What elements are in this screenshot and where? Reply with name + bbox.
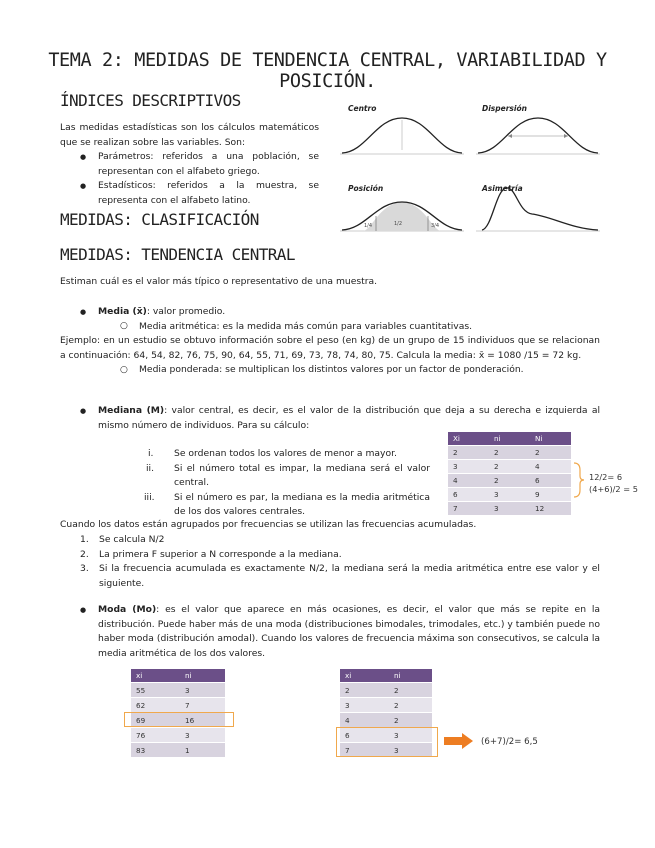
mediana-table-wrap	[448, 432, 571, 516]
table-cell: 2	[489, 460, 530, 474]
table-header-cell: xi	[131, 669, 180, 683]
step-number: 3.	[80, 563, 89, 574]
table-header-cell: Xi	[448, 432, 489, 446]
mediana-term: Mediana (M)	[98, 405, 165, 416]
table-cell: 3	[448, 460, 489, 474]
table-header-cell: ni	[489, 432, 530, 446]
roman-number: iii.	[144, 491, 155, 503]
table-cell: 1	[180, 743, 225, 758]
table-cell: 9	[530, 488, 571, 502]
table-cell: 55	[131, 683, 180, 698]
media-aritmetica: ○ Media aritmética: es la medida más común para variables cuantitativas.	[60, 320, 600, 335]
moda-result: (6+7)/2= 6,5	[481, 737, 538, 747]
figure-mark-q2: 1/2	[394, 221, 403, 227]
list-item	[60, 533, 600, 548]
mediana-definition: : valor central, es decir, es el valor de la distribución que deja a su derecha e izquierda al mismo número de individuos. Para su cálculo:	[98, 405, 601, 431]
table-row	[340, 683, 432, 698]
table-cell: 83	[131, 743, 180, 758]
table-cell: 6	[340, 728, 389, 743]
table-cell: 3	[489, 502, 530, 516]
table-row	[448, 460, 571, 474]
table-cell: 2	[448, 446, 489, 460]
distributions-illustration	[336, 96, 604, 236]
table-row	[340, 713, 432, 728]
figure-mark-q3: 3/4	[431, 223, 440, 229]
table-cell: 16	[180, 713, 225, 728]
media-block	[60, 305, 600, 378]
moda-definition: : es el valor que aparece en más ocasiones, es decir, el valor que más se repite en la distribución. Puede haber más de una moda (distribuciones bimodales, trimodales, etc.) y también puede no haber moda (distribución amodal). Cuando los valores de frecuencia máxima son consecutivos, se calcula la media aritmética de los dos valores.	[98, 604, 600, 659]
tendencia-intro: Estiman cuál es el valor más típico o representativo de una muestra.	[60, 276, 378, 287]
table-row	[448, 502, 571, 516]
table-cell: 4	[340, 713, 389, 728]
roman-text: Si el número es par, la mediana es la media aritmética de los dos valores centrales.	[174, 491, 430, 517]
table-row	[131, 683, 225, 698]
roman-number: i.	[148, 448, 154, 459]
mediana-block	[60, 404, 600, 433]
figure-label-dispersion: Dispersión	[482, 104, 527, 113]
step-number: 2.	[80, 548, 89, 560]
table-header-cell: Ni	[530, 432, 571, 446]
step-text: La primera F superior a N corresponde a la mediana.	[99, 548, 342, 560]
heading-indices-descriptivos: ÍNDICES DESCRIPTIVOS	[60, 91, 241, 110]
agrupados-steps	[60, 533, 600, 591]
table-row	[448, 488, 571, 502]
table-cell: 7	[448, 502, 489, 516]
table-cell: 2	[389, 698, 432, 713]
table-header-row	[340, 669, 432, 683]
mediana-brace	[572, 462, 586, 498]
list-item	[140, 491, 430, 520]
table-header-cell: ni	[180, 669, 225, 683]
moda-item	[60, 603, 600, 661]
table-cell: 6	[530, 474, 571, 488]
distributions-figure	[336, 96, 604, 236]
table-cell: 3	[180, 683, 225, 698]
moda-block	[60, 603, 600, 661]
figure-label-posicion: Posición	[348, 184, 384, 193]
figure-label-centro: Centro	[348, 104, 377, 113]
table-header-row	[131, 669, 225, 683]
page-title: TEMA 2: MEDIDAS DE TENDENCIA CENTRAL, VARIABILIDAD Y POSICIÓN.	[48, 50, 607, 92]
mediana-note-2: (4+6)/2 = 5	[589, 484, 638, 494]
list-item: ● Parámetros: referidos a una población, se representan con el alfabeto griego.	[60, 150, 319, 179]
table-cell: 12	[530, 502, 571, 516]
table-cell: 7	[180, 698, 225, 713]
indices-intro: Las medidas estadísticas son los cálculos matemáticos que se realizan sobre las variables. Son:	[60, 122, 319, 148]
table-cell: 3	[389, 743, 432, 758]
table-cell: 2	[530, 446, 571, 460]
media-ponderada: ○ Media ponderada: se multiplican los distintos valores por un factor de ponderación.	[60, 363, 600, 378]
table-row	[340, 698, 432, 713]
table-header-cell: xi	[340, 669, 389, 683]
table-header-row	[448, 432, 571, 446]
table-cell: 2	[489, 446, 530, 460]
table-row	[131, 698, 225, 713]
media-term: Media (x̄)	[98, 306, 147, 317]
list-item: ● Estadísticos: referidos a la muestra, se representa con el alfabeto latino.	[60, 179, 319, 208]
table-cell: 2	[389, 683, 432, 698]
mediana-steps	[140, 447, 430, 520]
step-number: 1.	[80, 534, 89, 545]
figure-label-asimetria: Asimetría	[482, 184, 523, 193]
moda-term: Moda (Mo)	[98, 604, 157, 615]
media-item	[60, 305, 600, 320]
moda-highlight-1	[124, 712, 234, 727]
table-cell: 76	[131, 728, 180, 743]
table-cell: 6	[448, 488, 489, 502]
heading-tendencia-central: MEDIDAS: TENDENCIA CENTRAL	[60, 245, 295, 264]
table-row	[448, 446, 571, 460]
mediana-table	[448, 432, 571, 516]
indices-list	[60, 150, 319, 208]
mediana-note-1: 12/2= 6	[589, 472, 623, 482]
table-cell: 4	[530, 460, 571, 474]
table-row	[131, 743, 225, 758]
table-header-cell: ni	[389, 669, 432, 683]
media-ejemplo: Ejemplo: en un estudio se obtuvo información sobre el peso (en kg) de un grupo de 15 individuos que se relacionan a continuación: 64, 54, 82, 76, 75, 90, 64, 55, 71, 69, 73, 78, 74, 80, 75. Calcula la media: x̄ = 1080 /15 = 72 kg.	[60, 335, 600, 361]
roman-text: Si el número total es impar, la mediana será el valor central.	[174, 462, 430, 488]
media-definition: : valor promedio.	[146, 306, 226, 317]
list-item	[140, 447, 430, 462]
table-cell: 3	[489, 488, 530, 502]
roman-number: ii.	[146, 462, 155, 474]
mediana-item	[60, 404, 600, 433]
table-cell: 4	[448, 474, 489, 488]
list-item	[60, 562, 600, 591]
list-item	[60, 548, 600, 563]
heading-medidas-clasificacion: MEDIDAS: CLASIFICACIÓN	[60, 210, 259, 229]
figure-mark-q1: 1/4	[364, 223, 373, 229]
table-cell: 2	[340, 683, 389, 698]
table-cell: 3	[340, 698, 389, 713]
step-text: Si la frecuencia acumulada es exactamente N/2, la mediana será la media aritmética entre ese valor y el siguiente.	[99, 563, 600, 589]
table-cell: 2	[389, 713, 432, 728]
table-cell: 2	[489, 474, 530, 488]
table-cell: 62	[131, 698, 180, 713]
table-cell: 69	[131, 713, 180, 728]
table-cell: 3	[180, 728, 225, 743]
table-row	[131, 728, 225, 743]
step-text: Se calcula N/2	[99, 534, 165, 545]
table-row	[448, 474, 571, 488]
table-cell: 7	[340, 743, 389, 758]
table-cell: 3	[389, 728, 432, 743]
agrupados-text: Cuando los datos están agrupados por frecuencias se utilizan las frecuencias acumuladas.	[60, 519, 477, 530]
arrow-right-icon	[444, 733, 474, 749]
roman-text: Se ordenan todos los valores de menor a mayor.	[174, 448, 397, 459]
list-item	[140, 462, 430, 491]
moda-highlight-2	[336, 727, 438, 757]
